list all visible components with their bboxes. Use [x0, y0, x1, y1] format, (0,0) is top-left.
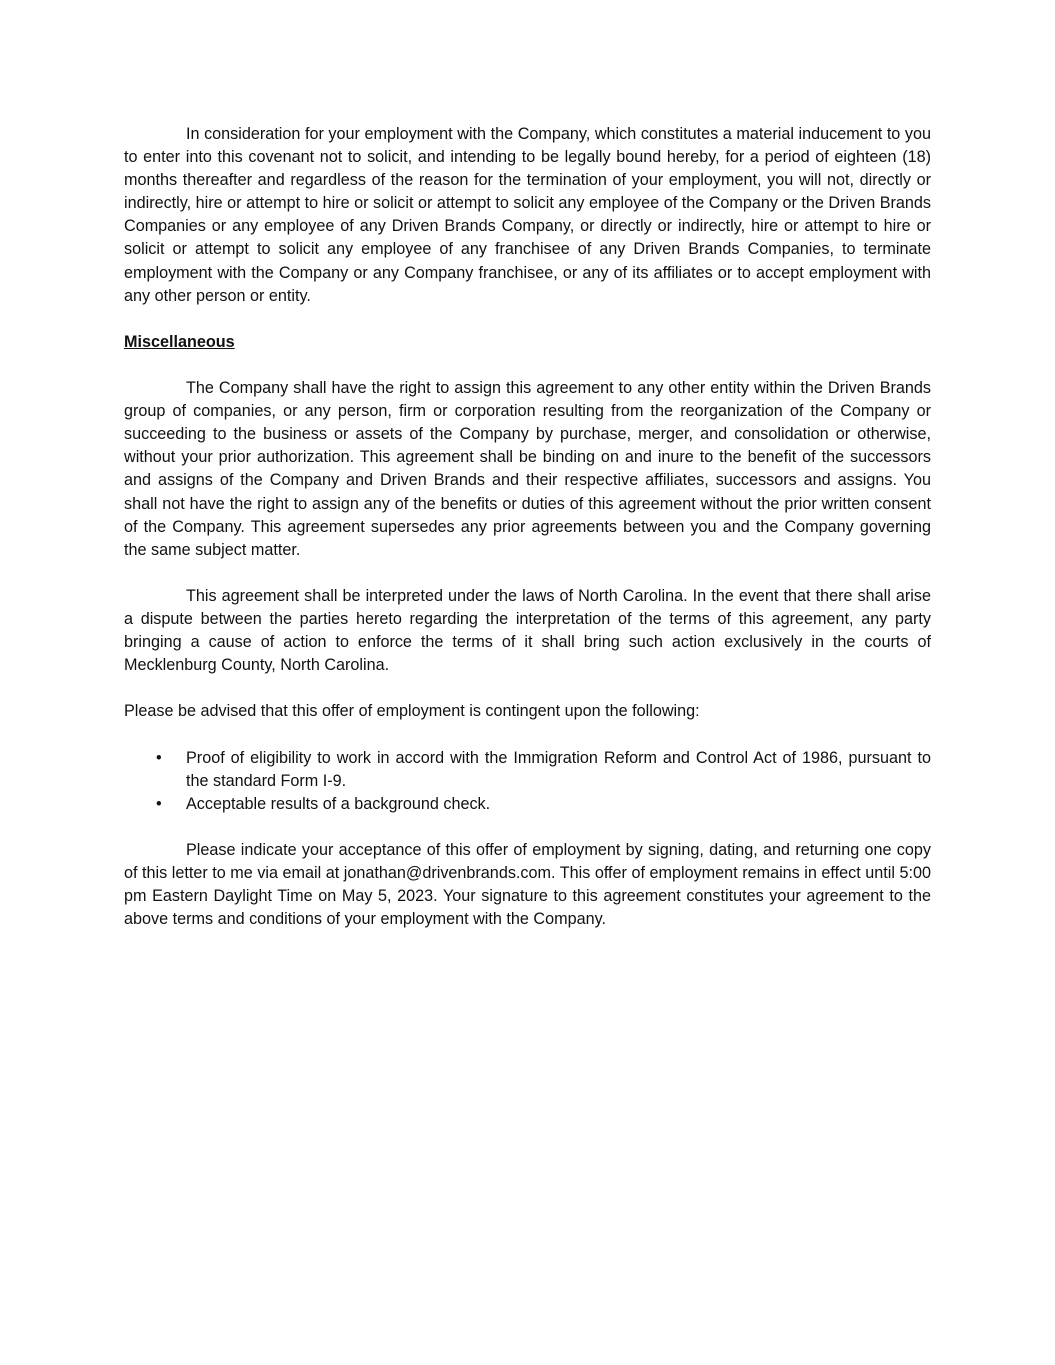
condition-item [124, 793, 931, 816]
bullet-icon: • [156, 748, 162, 767]
assignment-paragraph: The Company shall have the right to assign this agreement to any other entity within the Driven Brands group of companies, or any person, firm or corporation resulting from the reorganization of the Company or succeeding to the business or assets of the Company by purchase, merger, and consolidation or otherwise, without your prior authorization. This agreement shall be binding on and inure to the benefit of the successors and assigns of the Company and Driven Brands and their respective affiliates, successors and assigns. You shall not have the right to assign any of the benefits or duties of this agreement without the prior written consent of the Company. This agreement supersedes any prior agreements between you and the Company governing the same subject matter. [124, 379, 931, 559]
condition-text: Proof of eligibility to work in accord with the Immigration Reform and Control Act of 1986, pursuant to the standard Form I-9. [186, 748, 931, 790]
condition-item [124, 747, 931, 793]
bullet-icon: • [156, 794, 162, 813]
conditions-list [124, 747, 931, 816]
acceptance-paragraph: Please indicate your acceptance of this offer of employment by signing, dating, and returning one copy of this letter to me via email at jonathan@drivenbrands.com. This offer of employment remains in effect until 5:00 pm Eastern Daylight Time on May 5, 2023. Your signature to this agreement constitutes your agreement to the above terms and conditions of your employment with the Company. [124, 840, 931, 929]
non-solicit-paragraph: In consideration for your employment with the Company, which constitutes a material inducement to you to enter into this covenant not to solicit, and intending to be legally bound hereby, for a period of eighteen (18) months thereafter and regardless of the reason for the termination of your employment, you will not, directly or indirectly, hire or attempt to hire or solicit or attempt to solicit any employee of the Company or the Driven Brands Companies or any employee of any Driven Brands Company, or directly or indirectly, hire or attempt to hire or solicit or attempt to solicit any employee of any franchisee of any Driven Brands Companies, to terminate employment with the Company or any Company franchisee, or any of its affiliates or to accept employment with any other person or entity. [124, 125, 931, 305]
miscellaneous-heading: Miscellaneous [124, 332, 235, 351]
condition-text: Acceptable results of a background check. [186, 794, 491, 813]
contingent-intro-paragraph: Please be advised that this offer of employment is contingent upon the following: [124, 702, 700, 721]
document-page [124, 123, 931, 954]
governing-law-paragraph: This agreement shall be interpreted under the laws of North Carolina. In the event that there shall arise a dispute between the parties hereto regarding the interpretation of the terms of this agreement, any party bringing a cause of action to enforce the terms of it shall bring such action exclusively in the courts of Mecklenburg County, North Carolina. [124, 586, 931, 675]
